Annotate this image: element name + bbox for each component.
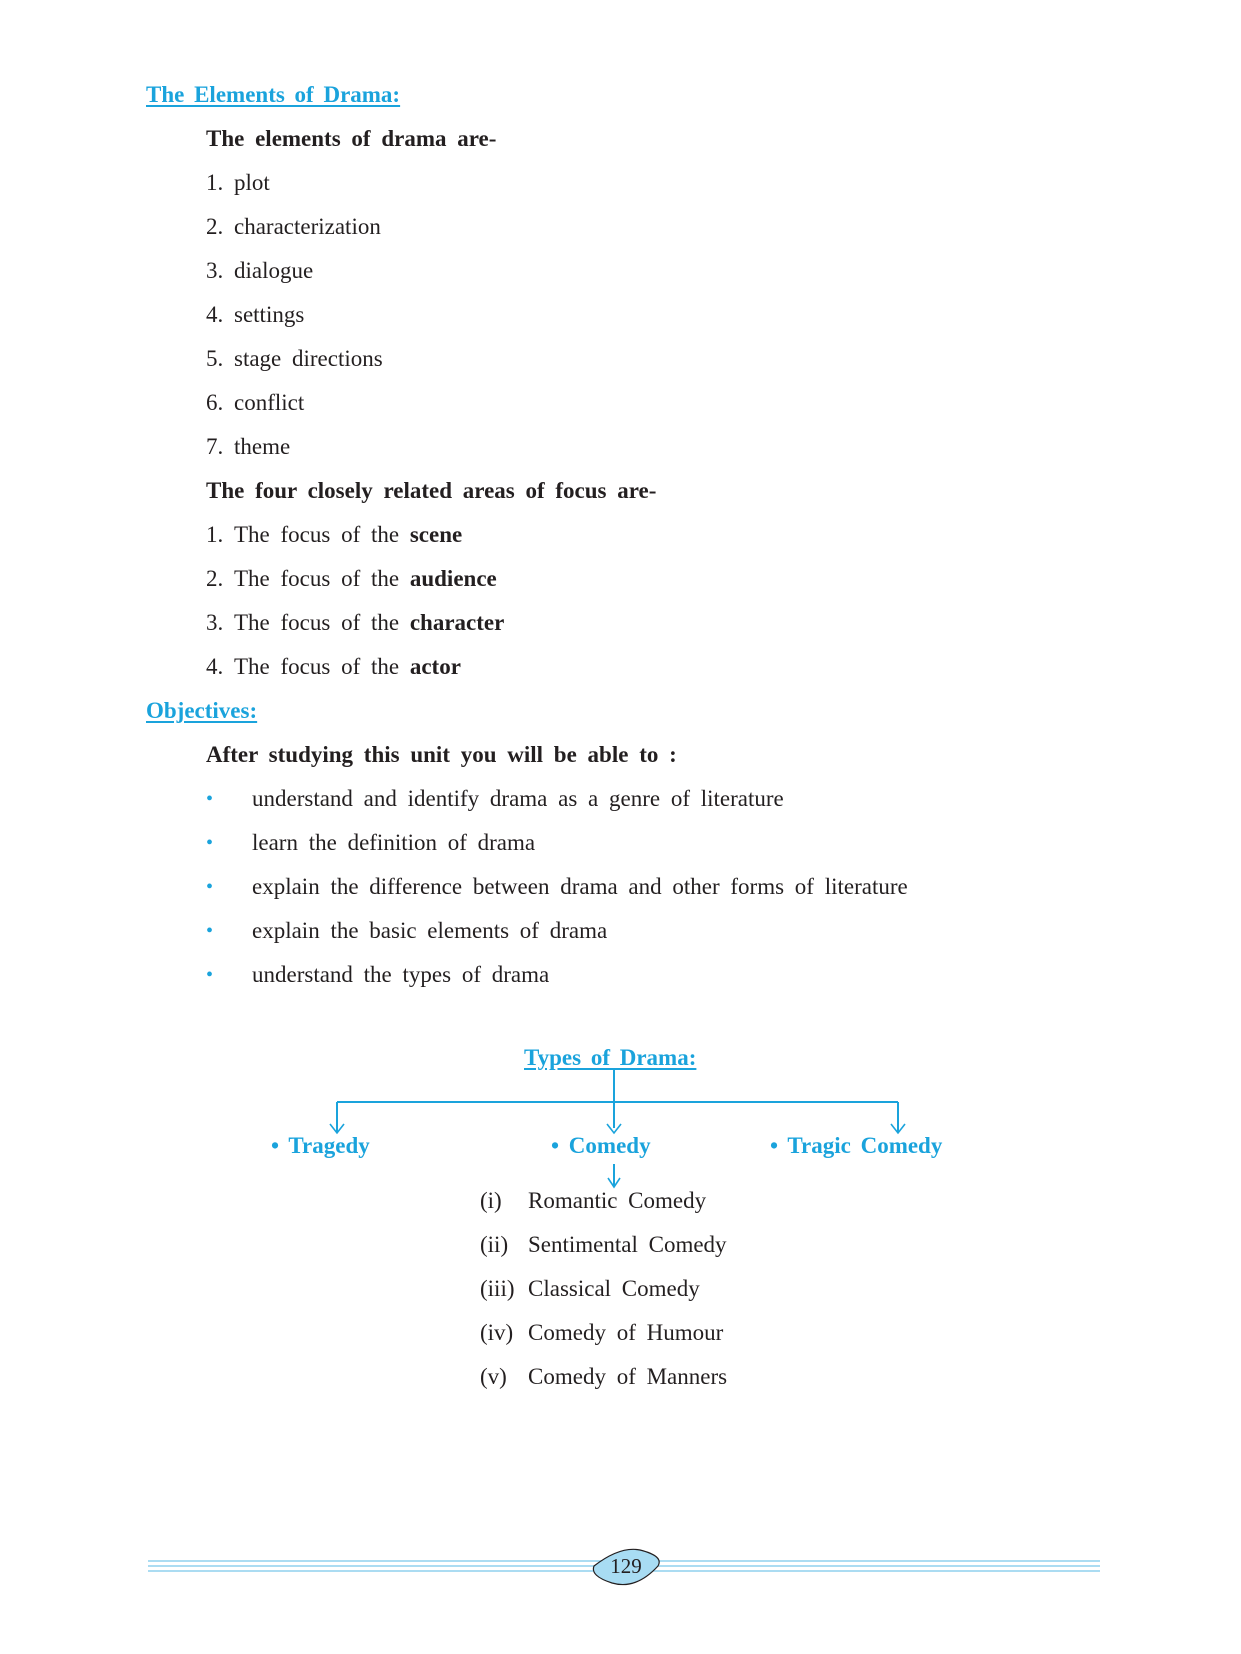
type-tragic-comedy: • Tragic Comedy <box>770 1133 943 1158</box>
bullet-icon: • <box>206 788 214 810</box>
elements-heading: The Elements of Drama: <box>146 82 401 107</box>
list-item: Romantic Comedy <box>528 1188 707 1213</box>
bullet-icon: • <box>206 876 214 898</box>
list-item-number: (ii) <box>480 1232 509 1257</box>
type-tragedy: • Tragedy <box>271 1133 370 1158</box>
list-item: explain the basic elements of drama <box>252 918 608 943</box>
bullet-icon: • <box>206 964 214 986</box>
list-item: 5. stage directions <box>206 346 383 371</box>
list-item: 2. characterization <box>206 214 381 239</box>
bullet-icon: • <box>206 920 214 942</box>
list-item: Comedy of Manners <box>528 1364 728 1389</box>
list-item: understand and identify drama as a genre of literature <box>252 786 784 811</box>
list-item: 1. plot <box>206 170 270 195</box>
elements-intro: The elements of drama are- <box>206 126 497 151</box>
list-item-number: (i) <box>480 1188 502 1213</box>
list-item: 6. conflict <box>206 390 305 415</box>
type-comedy: • Comedy <box>551 1133 651 1158</box>
list-item: Comedy of Humour <box>528 1320 724 1345</box>
list-item: 4. settings <box>206 302 305 327</box>
objectives-intro: After studying this unit you will be able to : <box>206 742 677 767</box>
list-item: Sentimental Comedy <box>528 1232 727 1257</box>
list-item: learn the definition of drama <box>252 830 536 855</box>
objectives-heading: Objectives: <box>146 698 258 723</box>
focus-intro: The four closely related areas of focus are- <box>206 478 657 503</box>
list-item: 2. The focus of the audience <box>206 566 497 591</box>
list-item: 1. The focus of the scene <box>206 522 463 547</box>
list-item-number: (iii) <box>480 1276 515 1301</box>
list-item: explain the difference between drama and other forms of literature <box>252 874 908 899</box>
list-item: 4. The focus of the actor <box>206 654 461 679</box>
list-item-number: (iv) <box>480 1320 514 1345</box>
list-item: understand the types of drama <box>252 962 550 987</box>
page-number: 129 <box>610 1554 642 1578</box>
list-item-number: (v) <box>480 1364 507 1389</box>
list-item: Classical Comedy <box>528 1276 700 1301</box>
types-heading: Types of Drama: <box>524 1045 697 1070</box>
list-item: 3. dialogue <box>206 258 314 283</box>
list-item: 7. theme <box>206 434 291 459</box>
list-item: 3. The focus of the character <box>206 610 505 635</box>
bullet-icon: • <box>206 832 214 854</box>
